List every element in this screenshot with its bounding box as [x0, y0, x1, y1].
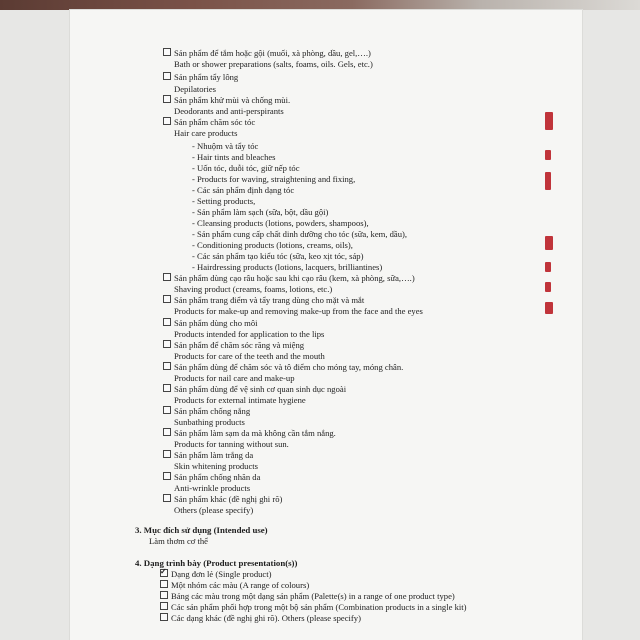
top-edge-strip — [0, 0, 640, 10]
product-item-en: Products for tanning without sun. — [174, 439, 289, 449]
hair-subitem: - Setting products, — [192, 196, 256, 206]
product-item[interactable]: Sản phẩm để tắm hoặc gội (muối, xà phòng, dầu, gel,….) — [163, 48, 371, 59]
product-item[interactable]: Sản phẩm chăm sóc tóc — [163, 117, 255, 128]
checkbox[interactable] — [160, 602, 168, 610]
product-item[interactable]: Sản phẩm làm trắng da — [163, 450, 253, 461]
product-item[interactable]: Sản phẩm tẩy lông — [163, 72, 238, 83]
product-item-en: Sunbathing products — [174, 417, 245, 427]
presentation-option[interactable]: Các dạng khác (đề nghị ghi rõ). Others (please specify) — [160, 613, 361, 624]
presentation-option[interactable]: Một nhóm các màu (A range of colours) — [160, 580, 309, 591]
product-item-en: Anti-wrinkle products — [174, 483, 251, 493]
hair-subitem: - Cleansing products (lotions, powders, shampoos), — [192, 218, 369, 228]
product-item-en: Skin whitening products — [174, 461, 259, 471]
checkbox[interactable] — [163, 362, 171, 370]
presentation-option[interactable]: Các sản phẩm phối hợp trong một bộ sản phẩm (Combination products in a single kit) — [160, 602, 467, 613]
product-item-en: Depilatories — [174, 84, 216, 94]
checkbox[interactable] — [163, 95, 171, 103]
hair-subitem: - Sản phẩm cung cấp chất dinh dưỡng cho tóc (sữa, kem, dầu), — [192, 229, 408, 239]
product-item[interactable]: Sản phẩm dùng để chăm sóc và tô điểm cho móng tay, móng chân. — [163, 362, 403, 373]
checkbox[interactable] — [163, 295, 171, 303]
red-stamp-mark — [545, 150, 551, 160]
checkbox[interactable] — [160, 613, 168, 621]
hair-subitem: - Các sản phẩm định dạng tóc — [192, 185, 295, 195]
checkbox[interactable] — [163, 318, 171, 326]
hair-subitem: - Uốn tóc, duỗi tóc, giữ nếp tóc — [192, 163, 300, 173]
product-item[interactable]: Sản phẩm chống nhăn da — [163, 472, 260, 483]
checkbox[interactable] — [163, 494, 171, 502]
product-item-en: Deodorants and anti-perspirants — [174, 106, 284, 116]
product-item-en: Products for care of the teeth and the mouth — [174, 351, 325, 361]
product-item-en: Products for make-up and removing make-up from the face and the eyes — [174, 306, 423, 316]
presentation-option[interactable]: ✓Dạng đơn lẻ (Single product) — [160, 569, 272, 580]
hair-subitem: - Nhuộm và tẩy tóc — [192, 141, 259, 151]
product-item[interactable]: Sản phẩm trang điểm và tẩy trang dùng cho mặt và mắt — [163, 295, 364, 306]
product-item[interactable]: Sản phẩm để chăm sóc răng và miệng — [163, 340, 304, 351]
section-4-title: 4. Dạng trình bày (Product presentation(s)) — [135, 558, 298, 568]
checkbox[interactable] — [163, 428, 171, 436]
checkbox[interactable] — [163, 406, 171, 414]
product-item-en: Products for nail care and make-up — [174, 373, 295, 383]
product-item[interactable]: Sản phẩm làm sạm da mà không cần tắm nắng. — [163, 428, 336, 439]
product-item[interactable]: Sản phẩm chống nắng — [163, 406, 250, 417]
section-3-title: 3. Mục đích sử dụng (Intended use) — [135, 525, 268, 535]
product-item-en: Shaving product (creams, foams, lotions, etc.) — [174, 284, 333, 294]
checkbox[interactable] — [163, 72, 171, 80]
product-item-en: Products intended for application to the lips — [174, 329, 325, 339]
checkbox[interactable] — [163, 472, 171, 480]
product-item[interactable]: Sản phẩm khác (đề nghị ghi rõ) — [163, 494, 282, 505]
product-item-en: Products for external intimate hygiene — [174, 395, 306, 405]
hair-subitem: - Hairdressing products (lotions, lacquers, brilliantines) — [192, 262, 383, 272]
hair-subitem: - Các sản phẩm tạo kiểu tóc (sữa, keo xịt tóc, sáp) — [192, 251, 364, 261]
checkbox-checked[interactable] — [160, 569, 168, 577]
product-item[interactable]: Sản phẩm dùng để vệ sinh cơ quan sinh dục ngoài — [163, 384, 346, 395]
checkbox[interactable] — [163, 340, 171, 348]
hair-subitem: - Conditioning products (lotions, creams, oils), — [192, 240, 353, 250]
checkbox[interactable] — [163, 384, 171, 392]
red-stamp-mark — [545, 112, 553, 130]
hair-subitem: - Hair tints and bleaches — [192, 152, 276, 162]
product-item-en: Hair care products — [174, 128, 238, 138]
checkbox[interactable] — [163, 273, 171, 281]
hair-subitem: - Products for waving, straightening and fixing, — [192, 174, 356, 184]
product-item[interactable]: Sản phẩm khử mùi và chống mùi. — [163, 95, 290, 106]
checkbox[interactable] — [163, 450, 171, 458]
red-stamp-mark — [545, 172, 551, 190]
checkbox[interactable] — [163, 48, 171, 56]
checkbox[interactable] — [160, 591, 168, 599]
intended-use-value: Làm thơm cơ thể — [149, 536, 208, 546]
product-item-en: Others (please specify) — [174, 505, 254, 515]
presentation-option[interactable]: Bảng các màu trong một dạng sản phẩm (Palette(s) in a range of one product type) — [160, 591, 455, 602]
red-stamp-mark — [545, 282, 551, 292]
red-stamp-mark — [545, 236, 553, 250]
checkbox[interactable] — [160, 580, 168, 588]
document-page — [70, 10, 582, 640]
product-item[interactable]: Sản phẩm dùng cạo râu hoặc sau khi cạo râu (kem, xà phòng, sữa,….) — [163, 273, 415, 284]
red-stamp-mark — [545, 262, 551, 272]
product-item-en: Bath or shower preparations (salts, foams, oils. Gels, etc.) — [174, 59, 373, 69]
hair-subitem: - Sản phẩm làm sạch (sữa, bột, dầu gội) — [192, 207, 329, 217]
product-item[interactable]: Sản phẩm dùng cho môi — [163, 318, 258, 329]
red-stamp-mark — [545, 302, 553, 314]
checkbox[interactable] — [163, 117, 171, 125]
